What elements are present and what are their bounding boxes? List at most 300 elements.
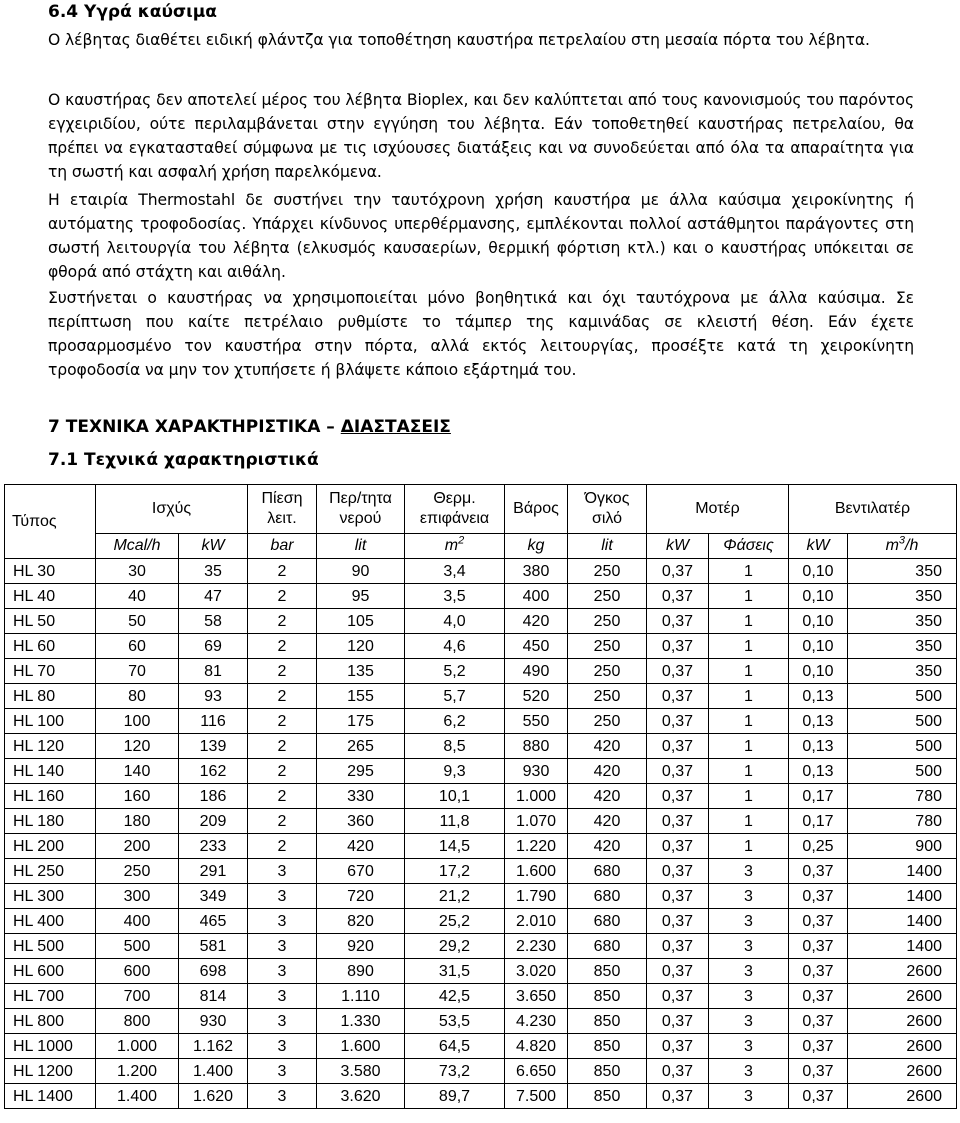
cell-pressure: 3 bbox=[248, 984, 317, 1009]
cell-phases: 1 bbox=[709, 559, 789, 584]
cell-fan-kw: 0,13 bbox=[789, 759, 848, 784]
cell-power-kw: 35 bbox=[179, 559, 248, 584]
cell-type: HL 400 bbox=[5, 909, 96, 934]
cell-water-volume: 155 bbox=[317, 684, 405, 709]
cell-phases: 3 bbox=[709, 1084, 789, 1109]
col-header-weight: Βάρος bbox=[505, 485, 568, 534]
cell-water-volume: 120 bbox=[317, 634, 405, 659]
cell-silo-volume: 250 bbox=[568, 684, 647, 709]
table-body bbox=[5, 559, 957, 1109]
cell-power-kw: 47 bbox=[179, 584, 248, 609]
cell-silo-volume: 420 bbox=[568, 834, 647, 859]
cell-type: HL 250 bbox=[5, 859, 96, 884]
cell-water-volume: 1.110 bbox=[317, 984, 405, 1009]
cell-power-kw: 162 bbox=[179, 759, 248, 784]
cell-weight: 2.230 bbox=[505, 934, 568, 959]
table-row bbox=[5, 834, 957, 859]
cell-type: HL 800 bbox=[5, 1009, 96, 1034]
cell-water-volume: 175 bbox=[317, 709, 405, 734]
unit-m3h bbox=[848, 534, 957, 559]
cell-fan-airflow: 1400 bbox=[848, 934, 957, 959]
cell-motor-kw: 0,37 bbox=[647, 1034, 709, 1059]
cell-fan-airflow: 780 bbox=[848, 809, 957, 834]
table-row bbox=[5, 584, 957, 609]
cell-power-kw: 139 bbox=[179, 734, 248, 759]
unit-lit: lit bbox=[317, 534, 405, 559]
cell-fan-kw: 0,10 bbox=[789, 559, 848, 584]
cell-fan-airflow: 350 bbox=[848, 584, 957, 609]
chapter-heading-text: 7 ΤΕΧΝΙΚΑ ΧΑΡΑΚΤΗΡΙΣΤΙΚΑ – bbox=[48, 417, 341, 437]
cell-heating-surface: 73,2 bbox=[405, 1059, 505, 1084]
cell-weight: 3.650 bbox=[505, 984, 568, 1009]
cell-weight: 380 bbox=[505, 559, 568, 584]
cell-weight: 880 bbox=[505, 734, 568, 759]
cell-phases: 1 bbox=[709, 584, 789, 609]
cell-fan-kw: 0,13 bbox=[789, 684, 848, 709]
cell-heating-surface: 4,0 bbox=[405, 609, 505, 634]
table-row bbox=[5, 909, 957, 934]
cell-power-kw: 581 bbox=[179, 934, 248, 959]
cell-motor-kw: 0,37 bbox=[647, 934, 709, 959]
pressure-line-2: λειτ. bbox=[267, 510, 297, 527]
cell-heating-surface: 17,2 bbox=[405, 859, 505, 884]
cell-fan-kw: 0,13 bbox=[789, 709, 848, 734]
table-row bbox=[5, 1009, 957, 1034]
cell-water-volume: 920 bbox=[317, 934, 405, 959]
cell-pressure: 2 bbox=[248, 709, 317, 734]
col-header-silo-volume bbox=[568, 485, 647, 534]
cell-fan-kw: 0,37 bbox=[789, 909, 848, 934]
table-row bbox=[5, 1084, 957, 1109]
cell-silo-volume: 680 bbox=[568, 859, 647, 884]
cell-pressure: 2 bbox=[248, 784, 317, 809]
cell-type: HL 40 bbox=[5, 584, 96, 609]
cell-phases: 3 bbox=[709, 934, 789, 959]
section-heading-7-1: 7.1 Τεχνικά χαρακτηριστικά bbox=[48, 450, 319, 470]
unit-silo-lit: lit bbox=[568, 534, 647, 559]
cell-silo-volume: 850 bbox=[568, 959, 647, 984]
cell-fan-airflow: 2600 bbox=[848, 984, 957, 1009]
table-row bbox=[5, 634, 957, 659]
unit-mcal: Mcal/h bbox=[96, 534, 179, 559]
cell-fan-airflow: 2600 bbox=[848, 959, 957, 984]
cell-type: HL 700 bbox=[5, 984, 96, 1009]
cell-silo-volume: 250 bbox=[568, 609, 647, 634]
table-row bbox=[5, 859, 957, 884]
cell-water-volume: 135 bbox=[317, 659, 405, 684]
cell-water-volume: 670 bbox=[317, 859, 405, 884]
paragraph-thermostahl-warning: Η εταιρία Thermostahl δε συστήνει την ταυτόχρονη χρήση καυστήρα με άλλα καύσιμα χειροκίνητης ή αυτόματης τροφοδοσίας. Υπάρχει κίνδυνος υπερθέρμανσης, εμπλέκονται πολλοί αστάθμητοι παράγοντες στη σωστή λειτουργία του λέβητα (ελκυσμός καυσαερίων, θερμική φόρτιση κτλ.) και ο καυστήρας υπόκειται σε φθορά από στάχτη και αιθάλη. bbox=[48, 191, 914, 281]
cell-power-kw: 930 bbox=[179, 1009, 248, 1034]
cell-heating-surface: 29,2 bbox=[405, 934, 505, 959]
cell-power-kw: 349 bbox=[179, 884, 248, 909]
col-header-motor: Μοτέρ bbox=[647, 485, 789, 534]
cell-type: HL 70 bbox=[5, 659, 96, 684]
cell-motor-kw: 0,37 bbox=[647, 584, 709, 609]
cell-silo-volume: 420 bbox=[568, 734, 647, 759]
cell-silo-volume: 420 bbox=[568, 784, 647, 809]
cell-motor-kw: 0,37 bbox=[647, 734, 709, 759]
cell-weight: 1.790 bbox=[505, 884, 568, 909]
silo-line-1: Όγκος bbox=[584, 490, 630, 507]
cell-power-kw: 465 bbox=[179, 909, 248, 934]
cell-fan-kw: 0,25 bbox=[789, 834, 848, 859]
col-header-fan: Βεντιλατέρ bbox=[789, 485, 957, 534]
unit-m2 bbox=[405, 534, 505, 559]
table-row bbox=[5, 1059, 957, 1084]
cell-pressure: 2 bbox=[248, 759, 317, 784]
col-header-pressure bbox=[248, 485, 317, 534]
cell-fan-airflow: 350 bbox=[848, 659, 957, 684]
cell-heating-surface: 25,2 bbox=[405, 909, 505, 934]
table-row bbox=[5, 1034, 957, 1059]
cell-weight: 520 bbox=[505, 684, 568, 709]
cell-pressure: 3 bbox=[248, 1059, 317, 1084]
cell-power-kw: 814 bbox=[179, 984, 248, 1009]
technical-specs-table bbox=[4, 484, 957, 1109]
cell-phases: 3 bbox=[709, 1009, 789, 1034]
cell-water-volume: 265 bbox=[317, 734, 405, 759]
chapter-heading-underlined: ΔΙΑΣΤΑΣΕΙΣ bbox=[340, 417, 451, 437]
cell-power-kw: 209 bbox=[179, 809, 248, 834]
table-row bbox=[5, 709, 957, 734]
cell-weight: 1.220 bbox=[505, 834, 568, 859]
cell-weight: 400 bbox=[505, 584, 568, 609]
table-units-row bbox=[5, 534, 957, 559]
unit-m2-exp: 2 bbox=[458, 534, 465, 547]
cell-water-volume: 890 bbox=[317, 959, 405, 984]
table-row bbox=[5, 659, 957, 684]
cell-heating-surface: 53,5 bbox=[405, 1009, 505, 1034]
cell-power-kw: 1.162 bbox=[179, 1034, 248, 1059]
cell-motor-kw: 0,37 bbox=[647, 859, 709, 884]
cell-power-kw: 186 bbox=[179, 784, 248, 809]
cell-heating-surface: 31,5 bbox=[405, 959, 505, 984]
cell-pressure: 2 bbox=[248, 659, 317, 684]
cell-phases: 3 bbox=[709, 859, 789, 884]
cell-phases: 1 bbox=[709, 659, 789, 684]
cell-phases: 1 bbox=[709, 634, 789, 659]
cell-fan-kw: 0,37 bbox=[789, 984, 848, 1009]
cell-motor-kw: 0,37 bbox=[647, 1084, 709, 1109]
cell-type: HL 160 bbox=[5, 784, 96, 809]
col-header-heating-surface bbox=[405, 485, 505, 534]
cell-power-kw: 81 bbox=[179, 659, 248, 684]
cell-heating-surface: 89,7 bbox=[405, 1084, 505, 1109]
unit-kw: kW bbox=[179, 534, 248, 559]
cell-fan-airflow: 350 bbox=[848, 609, 957, 634]
cell-heating-surface: 4,6 bbox=[405, 634, 505, 659]
surface-line-2: επιφάνεια bbox=[419, 510, 490, 527]
cell-motor-kw: 0,37 bbox=[647, 709, 709, 734]
cell-weight: 3.020 bbox=[505, 959, 568, 984]
cell-pressure: 3 bbox=[248, 959, 317, 984]
cell-silo-volume: 850 bbox=[568, 1084, 647, 1109]
cell-phases: 1 bbox=[709, 734, 789, 759]
cell-fan-airflow: 500 bbox=[848, 759, 957, 784]
section-heading-6-4: 6.4 Υγρά καύσιμα bbox=[48, 2, 217, 22]
cell-weight: 4.230 bbox=[505, 1009, 568, 1034]
cell-silo-volume: 420 bbox=[568, 759, 647, 784]
cell-motor-kw: 0,37 bbox=[647, 834, 709, 859]
cell-fan-airflow: 500 bbox=[848, 734, 957, 759]
unit-fan-kw: kW bbox=[789, 534, 848, 559]
cell-fan-kw: 0,37 bbox=[789, 959, 848, 984]
cell-silo-volume: 850 bbox=[568, 1059, 647, 1084]
cell-heating-surface: 3,4 bbox=[405, 559, 505, 584]
cell-motor-kw: 0,37 bbox=[647, 784, 709, 809]
cell-pressure: 3 bbox=[248, 859, 317, 884]
table-row bbox=[5, 734, 957, 759]
table-header-row bbox=[5, 485, 957, 534]
cell-water-volume: 1.600 bbox=[317, 1034, 405, 1059]
cell-weight: 930 bbox=[505, 759, 568, 784]
cell-fan-airflow: 350 bbox=[848, 559, 957, 584]
cell-silo-volume: 250 bbox=[568, 659, 647, 684]
cell-motor-kw: 0,37 bbox=[647, 759, 709, 784]
table-row bbox=[5, 784, 957, 809]
cell-fan-kw: 0,10 bbox=[789, 584, 848, 609]
cell-motor-kw: 0,37 bbox=[647, 559, 709, 584]
cell-weight: 550 bbox=[505, 709, 568, 734]
cell-power-mcal: 400 bbox=[96, 909, 179, 934]
cell-pressure: 2 bbox=[248, 684, 317, 709]
unit-m3h-base: m bbox=[885, 537, 899, 554]
table-row bbox=[5, 984, 957, 1009]
cell-type: HL 1400 bbox=[5, 1084, 96, 1109]
unit-motor-kw: kW bbox=[647, 534, 709, 559]
cell-pressure: 2 bbox=[248, 834, 317, 859]
cell-power-mcal: 1.400 bbox=[96, 1084, 179, 1109]
cell-heating-surface: 10,1 bbox=[405, 784, 505, 809]
cell-type: HL 600 bbox=[5, 959, 96, 984]
cell-power-mcal: 30 bbox=[96, 559, 179, 584]
table-row bbox=[5, 809, 957, 834]
cell-power-mcal: 140 bbox=[96, 759, 179, 784]
table-row bbox=[5, 759, 957, 784]
pressure-line-1: Πίεση bbox=[261, 490, 303, 507]
cell-power-kw: 1.400 bbox=[179, 1059, 248, 1084]
cell-phases: 1 bbox=[709, 709, 789, 734]
cell-power-mcal: 120 bbox=[96, 734, 179, 759]
cell-silo-volume: 850 bbox=[568, 984, 647, 1009]
cell-power-kw: 93 bbox=[179, 684, 248, 709]
cell-type: HL 30 bbox=[5, 559, 96, 584]
cell-silo-volume: 250 bbox=[568, 584, 647, 609]
cell-motor-kw: 0,37 bbox=[647, 984, 709, 1009]
cell-silo-volume: 680 bbox=[568, 934, 647, 959]
cell-pressure: 2 bbox=[248, 559, 317, 584]
cell-fan-airflow: 780 bbox=[848, 784, 957, 809]
unit-m2-base: m bbox=[444, 537, 459, 554]
cell-fan-kw: 0,10 bbox=[789, 659, 848, 684]
cell-weight: 4.820 bbox=[505, 1034, 568, 1059]
cell-type: HL 200 bbox=[5, 834, 96, 859]
cell-motor-kw: 0,37 bbox=[647, 1009, 709, 1034]
cell-silo-volume: 250 bbox=[568, 709, 647, 734]
col-header-water-volume bbox=[317, 485, 405, 534]
cell-heating-surface: 3,5 bbox=[405, 584, 505, 609]
cell-phases: 3 bbox=[709, 909, 789, 934]
cell-motor-kw: 0,37 bbox=[647, 1059, 709, 1084]
cell-silo-volume: 850 bbox=[568, 1009, 647, 1034]
cell-pressure: 2 bbox=[248, 584, 317, 609]
cell-fan-kw: 0,13 bbox=[789, 734, 848, 759]
cell-power-mcal: 700 bbox=[96, 984, 179, 1009]
cell-power-kw: 233 bbox=[179, 834, 248, 859]
cell-power-mcal: 600 bbox=[96, 959, 179, 984]
chapter-heading-7 bbox=[48, 417, 451, 437]
cell-pressure: 3 bbox=[248, 884, 317, 909]
cell-type: HL 60 bbox=[5, 634, 96, 659]
unit-phases: Φάσεις bbox=[709, 534, 789, 559]
cell-phases: 1 bbox=[709, 834, 789, 859]
table-row bbox=[5, 934, 957, 959]
cell-power-mcal: 100 bbox=[96, 709, 179, 734]
cell-power-mcal: 500 bbox=[96, 934, 179, 959]
cell-pressure: 3 bbox=[248, 1009, 317, 1034]
cell-power-mcal: 70 bbox=[96, 659, 179, 684]
cell-fan-airflow: 350 bbox=[848, 634, 957, 659]
cell-power-mcal: 50 bbox=[96, 609, 179, 634]
cell-silo-volume: 420 bbox=[568, 809, 647, 834]
cell-heating-surface: 21,2 bbox=[405, 884, 505, 909]
cell-power-mcal: 160 bbox=[96, 784, 179, 809]
cell-water-volume: 330 bbox=[317, 784, 405, 809]
paragraph-burner-warranty: Ο καυστήρας δεν αποτελεί μέρος του λέβητα Bioplex, και δεν καλύπτεται από τους κανονισμούς του παρόντος εγχειριδίου, ούτε περιλαμβάνεται στην εγγύηση του λέβητα. Εάν τοποθετηθεί καυστήρας πετρελαίου, θα πρέπει να εγκατασταθεί σύμφωνα με τις ισχύουσες διατάξεις και να συνοδεύεται από όλα τα απαραίτητα για τη σωστή και ασφαλή χρήση παρελκόμενα. bbox=[48, 91, 914, 181]
cell-type: HL 50 bbox=[5, 609, 96, 634]
cell-silo-volume: 250 bbox=[568, 559, 647, 584]
cell-power-kw: 291 bbox=[179, 859, 248, 884]
cell-water-volume: 105 bbox=[317, 609, 405, 634]
cell-pressure: 2 bbox=[248, 734, 317, 759]
cell-silo-volume: 250 bbox=[568, 634, 647, 659]
cell-power-mcal: 300 bbox=[96, 884, 179, 909]
cell-weight: 490 bbox=[505, 659, 568, 684]
table-row bbox=[5, 609, 957, 634]
cell-water-volume: 90 bbox=[317, 559, 405, 584]
cell-motor-kw: 0,37 bbox=[647, 884, 709, 909]
cell-fan-kw: 0,17 bbox=[789, 809, 848, 834]
cell-heating-surface: 6,2 bbox=[405, 709, 505, 734]
cell-phases: 1 bbox=[709, 759, 789, 784]
cell-type: HL 180 bbox=[5, 809, 96, 834]
cell-fan-kw: 0,37 bbox=[789, 859, 848, 884]
cell-power-mcal: 1.000 bbox=[96, 1034, 179, 1059]
unit-kg: kg bbox=[505, 534, 568, 559]
col-header-power: Ισχύς bbox=[96, 485, 248, 534]
cell-power-kw: 1.620 bbox=[179, 1084, 248, 1109]
cell-phases: 3 bbox=[709, 1059, 789, 1084]
cell-water-volume: 720 bbox=[317, 884, 405, 909]
cell-pressure: 3 bbox=[248, 1084, 317, 1109]
unit-m3h-tail: /h bbox=[905, 537, 919, 554]
cell-power-kw: 69 bbox=[179, 634, 248, 659]
table-row bbox=[5, 884, 957, 909]
cell-weight: 1.000 bbox=[505, 784, 568, 809]
cell-fan-kw: 0,10 bbox=[789, 634, 848, 659]
unit-m3h-exp: 3 bbox=[898, 534, 906, 547]
cell-type: HL 500 bbox=[5, 934, 96, 959]
cell-fan-airflow: 500 bbox=[848, 709, 957, 734]
cell-heating-surface: 14,5 bbox=[405, 834, 505, 859]
cell-water-volume: 1.330 bbox=[317, 1009, 405, 1034]
cell-type: HL 300 bbox=[5, 884, 96, 909]
cell-weight: 7.500 bbox=[505, 1084, 568, 1109]
cell-heating-surface: 64,5 bbox=[405, 1034, 505, 1059]
cell-phases: 3 bbox=[709, 984, 789, 1009]
cell-power-mcal: 180 bbox=[96, 809, 179, 834]
cell-power-kw: 58 bbox=[179, 609, 248, 634]
cell-silo-volume: 680 bbox=[568, 909, 647, 934]
cell-water-volume: 420 bbox=[317, 834, 405, 859]
cell-type: HL 100 bbox=[5, 709, 96, 734]
cell-motor-kw: 0,37 bbox=[647, 959, 709, 984]
cell-water-volume: 3.580 bbox=[317, 1059, 405, 1084]
cell-fan-kw: 0,17 bbox=[789, 784, 848, 809]
silo-line-2: σιλό bbox=[591, 510, 623, 527]
cell-phases: 3 bbox=[709, 959, 789, 984]
cell-fan-airflow: 2600 bbox=[848, 1084, 957, 1109]
cell-fan-airflow: 1400 bbox=[848, 884, 957, 909]
cell-fan-kw: 0,37 bbox=[789, 1034, 848, 1059]
cell-water-volume: 295 bbox=[317, 759, 405, 784]
table-row bbox=[5, 684, 957, 709]
cell-fan-kw: 0,37 bbox=[789, 1084, 848, 1109]
table-row bbox=[5, 959, 957, 984]
cell-fan-kw: 0,10 bbox=[789, 609, 848, 634]
cell-fan-airflow: 1400 bbox=[848, 859, 957, 884]
cell-heating-surface: 5,7 bbox=[405, 684, 505, 709]
cell-fan-kw: 0,37 bbox=[789, 934, 848, 959]
cell-fan-airflow: 2600 bbox=[848, 1059, 957, 1084]
cell-motor-kw: 0,37 bbox=[647, 609, 709, 634]
cell-heating-surface: 8,5 bbox=[405, 734, 505, 759]
cell-phases: 3 bbox=[709, 884, 789, 909]
cell-motor-kw: 0,37 bbox=[647, 684, 709, 709]
cell-power-mcal: 250 bbox=[96, 859, 179, 884]
cell-power-kw: 116 bbox=[179, 709, 248, 734]
cell-motor-kw: 0,37 bbox=[647, 659, 709, 684]
cell-heating-surface: 9,3 bbox=[405, 759, 505, 784]
cell-power-mcal: 80 bbox=[96, 684, 179, 709]
cell-motor-kw: 0,37 bbox=[647, 809, 709, 834]
cell-pressure: 2 bbox=[248, 634, 317, 659]
cell-power-mcal: 1.200 bbox=[96, 1059, 179, 1084]
cell-silo-volume: 680 bbox=[568, 884, 647, 909]
col-header-type: Τύπος bbox=[5, 485, 96, 559]
cell-pressure: 2 bbox=[248, 809, 317, 834]
cell-type: HL 80 bbox=[5, 684, 96, 709]
cell-weight: 1.600 bbox=[505, 859, 568, 884]
cell-pressure: 3 bbox=[248, 909, 317, 934]
cell-pressure: 3 bbox=[248, 1034, 317, 1059]
cell-type: HL 140 bbox=[5, 759, 96, 784]
cell-silo-volume: 850 bbox=[568, 1034, 647, 1059]
cell-type: HL 120 bbox=[5, 734, 96, 759]
cell-motor-kw: 0,37 bbox=[647, 634, 709, 659]
cell-fan-airflow: 500 bbox=[848, 684, 957, 709]
cell-heating-surface: 42,5 bbox=[405, 984, 505, 1009]
cell-heating-surface: 11,8 bbox=[405, 809, 505, 834]
cell-fan-airflow: 2600 bbox=[848, 1034, 957, 1059]
cell-weight: 1.070 bbox=[505, 809, 568, 834]
paragraph-auxiliary-use: Συστήνεται ο καυστήρας να χρησιμοποιείται μόνο βοηθητικά και όχι ταυτόχρονα με άλλα καύσιμα. Σε περίπτωση που καίτε πετρέλαιο ρυθμίστε το τάμπερ της καμινάδας σε κλειστή θέση. Εάν έχετε προσαρμοσμένο τον καυστήρα στην πόρτα, αλλά εκτός λειτουργίας, προσέξτε κατά τη χειροκίνητη τροφοδοσία να μην τον χτυπήσετε ή βλάψετε κάποιο εξάρτημά του. bbox=[48, 289, 914, 379]
cell-pressure: 3 bbox=[248, 934, 317, 959]
surface-line-1: Θερμ. bbox=[433, 490, 476, 507]
cell-water-volume: 95 bbox=[317, 584, 405, 609]
cell-water-volume: 360 bbox=[317, 809, 405, 834]
